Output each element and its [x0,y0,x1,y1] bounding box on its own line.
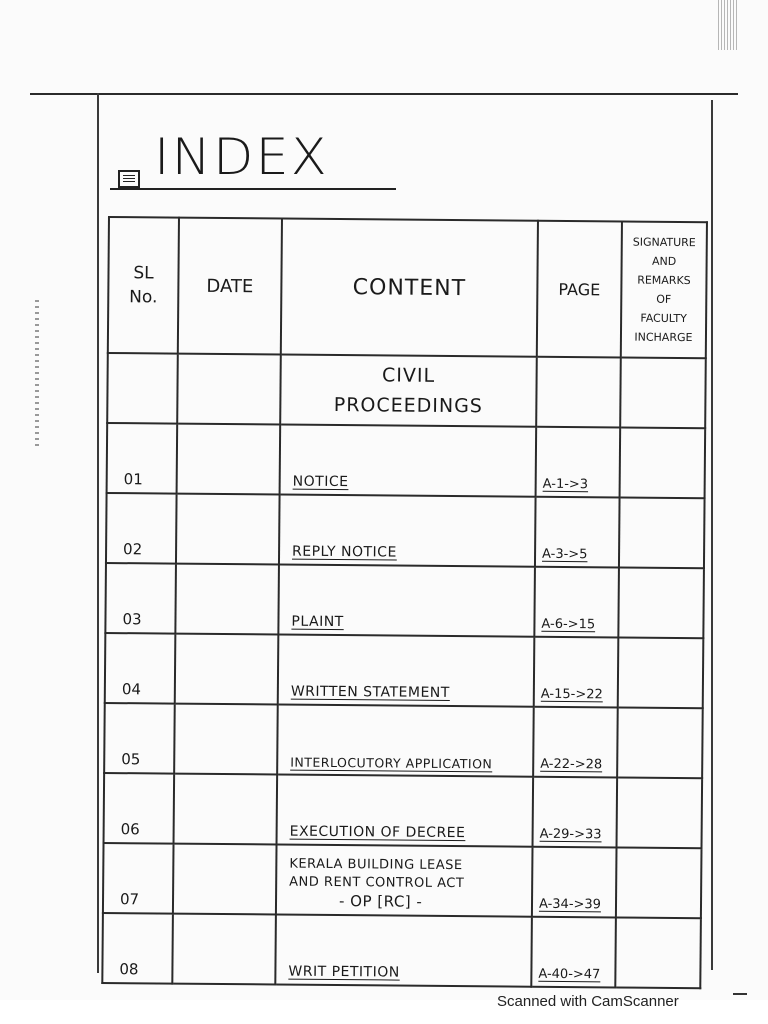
row-signature [615,917,701,988]
row-content: WRITTEN STATEMENT [278,635,535,707]
row-signature [620,427,706,498]
row-content: EXECUTION OF DECREE [277,774,534,846]
table-row [105,563,704,638]
row-sl-no: 01 [107,423,178,494]
empty-cell [107,353,178,424]
header-sig-line: INCHARGE [634,330,693,345]
page-right-margin-line [711,100,713,970]
row-sl-no: 03 [105,563,176,634]
header-sl-no [108,217,179,354]
row-date [172,914,276,985]
row-sl-no: 08 [102,913,173,984]
header-page: PAGE [537,221,622,358]
header-sig-line: SIGNATURE [632,235,696,250]
row-content: WRIT PETITION [275,914,532,986]
row-sl-no: 05 [104,703,175,774]
header-sig-line: FACULTY [640,311,687,326]
row-date [173,844,277,915]
row-page: A-15->22 [534,637,619,708]
row-date [175,564,279,635]
row-content: NOTICE [280,425,537,497]
header-sig-line: REMARKS [637,273,691,288]
bottom-dash [733,993,747,995]
row-content: INTERLOCUTORY APPLICATION [277,704,534,776]
row-content-line: AND RENT CONTROL ACT [289,874,465,892]
table-row [104,773,703,848]
section-row [107,353,706,428]
table-row [103,843,702,918]
section-heading [280,355,537,427]
header-content: CONTENT [281,219,538,357]
binding-holes [35,300,39,450]
page-title: INDEX [154,128,329,186]
row-page: A-40->47 [531,917,616,988]
row-page: A-3->5 [535,497,620,568]
row-signature [619,497,705,568]
row-signature [617,777,703,848]
row-page: A-34->39 [532,847,617,918]
row-signature [617,707,703,778]
table-header-row [108,217,707,358]
row-content: REPLY NOTICE [279,495,536,567]
row-date [177,424,281,495]
empty-cell [620,357,706,428]
row-sl-no: 02 [106,493,177,564]
row-date [174,704,278,775]
index-table [101,216,708,989]
row-content [276,844,533,916]
table-row [106,493,705,568]
scanner-watermark: Scanned with CamScanner [497,993,679,1010]
row-sl-no: 06 [104,773,175,844]
header-sig-line: OF [656,292,672,306]
corner-scan-artifact [718,0,738,50]
row-page: A-1->3 [536,427,621,498]
row-signature [616,847,702,918]
row-page: A-6->15 [534,567,619,638]
row-sl-no: 07 [103,843,174,914]
header-signature [621,221,707,358]
row-content: PLAINT [278,565,535,637]
empty-cell [177,354,281,425]
row-page: A-22->28 [533,707,618,778]
table-row [104,703,703,778]
page-left-margin-line [97,93,99,973]
empty-cell [536,357,621,428]
row-date [175,634,279,705]
row-content-line: KERALA BUILDING LEASE [289,856,463,874]
row-signature [618,567,704,638]
row-date [174,774,278,845]
row-date [176,494,280,565]
section-line: PROCEEDINGS [333,393,484,418]
row-sl-no: 04 [105,633,176,704]
header-no-line: No. [129,287,158,308]
header-sl-line: SL [133,263,154,284]
header-sig-line: AND [651,254,677,268]
table-row [107,423,706,498]
row-signature [618,637,704,708]
index-heading [110,130,400,192]
list-icon [118,170,140,188]
row-page: A-29->33 [533,777,618,848]
row-content-line: - OP [RC] - [338,892,423,911]
title-underline [110,188,396,190]
section-line: CIVIL [381,364,436,387]
page-top-rule [30,93,738,95]
table-row [102,913,701,988]
header-date: DATE [178,218,282,355]
table-row [105,633,704,708]
